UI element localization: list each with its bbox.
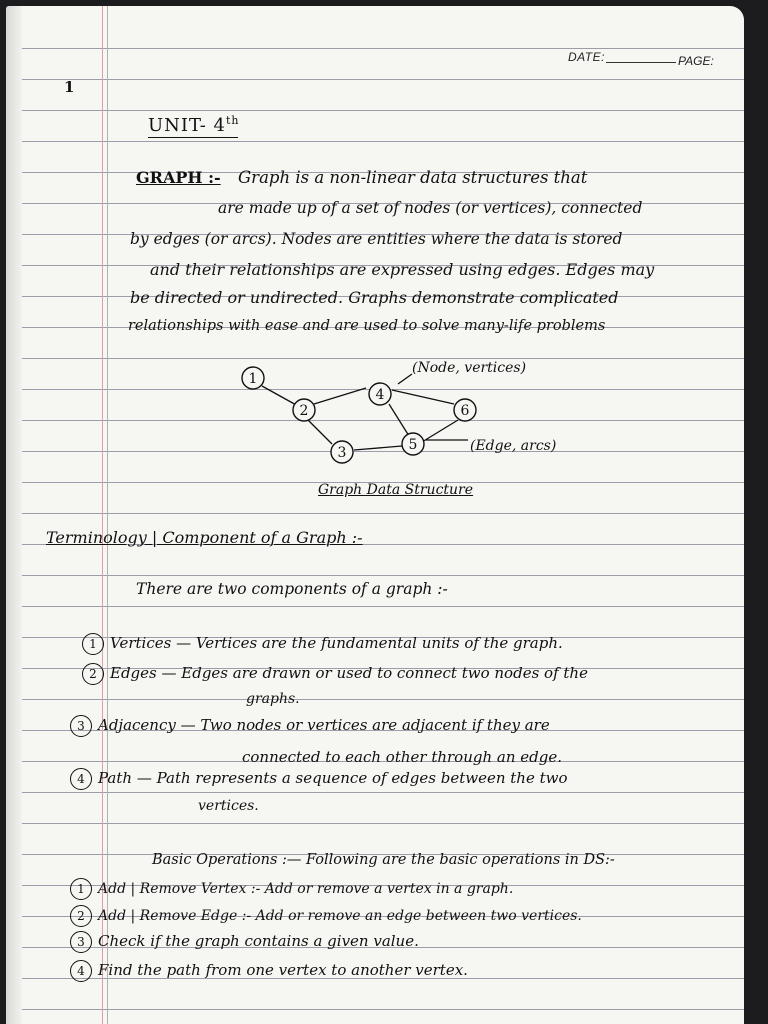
node-label: 2 [299,403,309,419]
notebook-page [6,6,744,1024]
item-number: 3 [70,931,92,953]
item-text: Add | Remove Vertex :- Add or remove a vertex in a graph. [98,881,514,897]
definition-line: be directed or undirected. Graphs demonstrate complicated [130,288,619,307]
edge-annotation: (Edge, arcs) [470,438,557,454]
list-item [70,878,513,900]
node-label: 5 [408,437,418,453]
item-number: 2 [70,905,92,927]
item-text-continued: graphs. [246,691,300,707]
node-label: 1 [248,371,258,387]
unit-title [148,114,240,136]
node-label: 3 [337,445,347,461]
margin-line [107,6,108,1024]
item-text: Vertices — Vertices are the fundamental units of the graph. [110,634,563,652]
terminology-heading: Terminology | Component of a Graph :- [46,528,363,547]
list-item [70,768,568,790]
operations-heading: Basic Operations :— Following are the basic operations in DS:- [152,852,615,868]
graph-term: GRAPH :- [136,168,221,187]
list-item [70,931,419,953]
item-text: Edges — Edges are drawn or used to connect two nodes of the [110,664,588,682]
margin-line [102,6,103,1024]
list-item [70,960,468,982]
edge-line [354,446,402,450]
node-label: 4 [375,387,385,403]
unit-title-sup: th [225,114,240,127]
edge-line [308,420,332,444]
list-item [82,663,588,685]
item-number: 4 [70,960,92,982]
node-annotation: (Node, vertices) [412,360,527,376]
edge-line [389,404,409,436]
unit-title-underline [148,137,238,138]
definition-line: are made up of a set of nodes (or vertices), connected [218,199,643,217]
item-number: 3 [70,715,92,737]
diagram-caption: Graph Data Structure [318,482,474,498]
annotation-pointer [398,374,412,384]
unit-title-text: UNIT- 4 [148,115,226,136]
list-item [70,905,582,927]
item-text: Add | Remove Edge :- Add or remove an edge between two vertices. [98,908,582,924]
date-underline [606,62,676,63]
edge-line [262,386,298,406]
page-edge [6,6,22,1024]
list-item [82,633,563,655]
item-number: 4 [70,768,92,790]
item-text: Adjacency — Two nodes or vertices are adjacent if they are [98,716,550,734]
item-number: 1 [82,633,104,655]
edge-line [392,390,454,404]
definition-line: relationships with ease and are used to solve many-life problems [128,318,606,334]
definition-line: and their relationships are expressed using edges. Edges may [150,260,655,279]
item-text: Path — Path represents a sequence of edges between the two [98,769,568,787]
definition-line: by edges (or arcs). Nodes are entities where the data is stored [130,230,623,248]
item-text: Check if the graph contains a given value. [98,932,419,950]
page-number: 1 [64,78,75,96]
date-label: DATE: [568,50,605,64]
item-text-continued: connected to each other through an edge. [242,748,562,766]
item-text: Find the path from one vertex to another vertex. [98,961,468,979]
edge-line [422,420,458,442]
terminology-intro: There are two components of a graph :- [136,580,448,598]
node-label: 6 [460,403,470,419]
item-number: 2 [82,663,104,685]
item-number: 1 [70,878,92,900]
edge-line [314,388,366,404]
item-text-continued: vertices. [198,798,259,814]
definition-line: Graph is a non-linear data structures that [238,168,588,187]
page-label: PAGE: [678,54,714,68]
list-item [70,715,550,737]
